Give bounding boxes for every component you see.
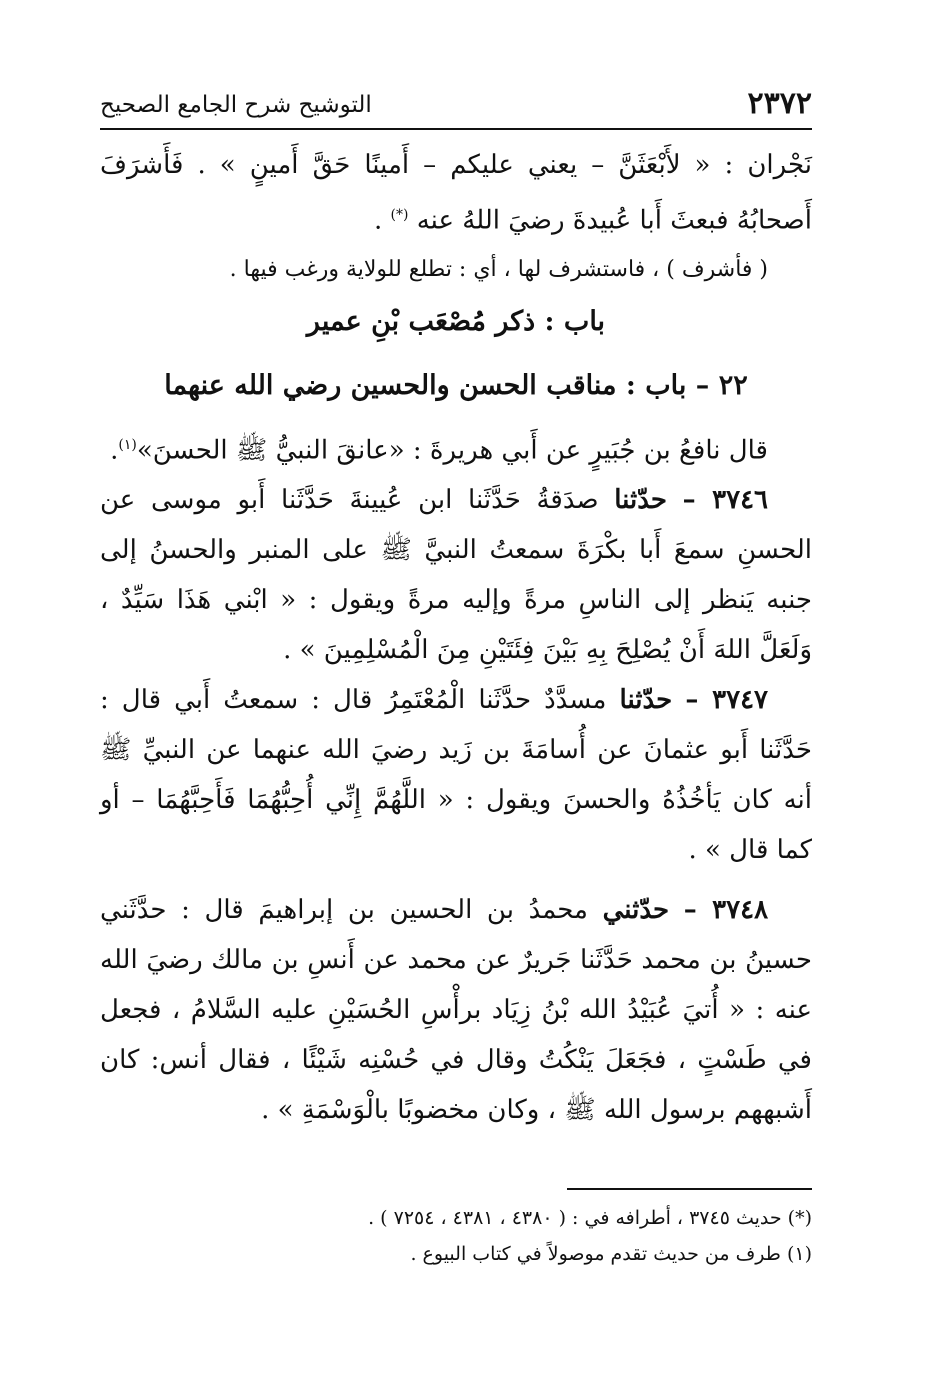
hadith-opening: حدّثنا (619, 685, 673, 716)
hadith-text: صدَقةُ حَدَّثَنا ابن عُيينةَ حَدَّثَنا أَبو موسى عن الحسنِ سمعَ أَبا بكْرَةَ سمعتُ النبيَّ ﷺ على المنبر والحسنُ إلى جنبه يَنظر إلى الناسِ مرةً وإليه مرةً ويقول : « ابْني هَذَا سَيِّدٌ ، وَلَعَلَّ اللهَ أَنْ يُصْلِحَ بِهِ بَيْنَ فِئَتَيْنِ مِنَ الْمُسْلِمِينَ » . (100, 485, 812, 666)
hadith-number: ٣٧٤٨ – (683, 895, 769, 926)
footnotes (100, 1200, 812, 1272)
hadith-number: ٣٧٤٧ – (685, 685, 769, 716)
hadith-3746 (100, 475, 812, 675)
hadith-opening: حدّثني (602, 895, 670, 926)
footnote-rule (567, 1188, 812, 1190)
chapter-heading-hasan-husayn: ٢٢ – باب : مناقب الحسن والحسين رضي الله عنهما (164, 369, 748, 401)
header-rule (100, 128, 812, 130)
running-head (100, 86, 812, 126)
paragraph-nafi: قال نافعُ بن جُبَيرٍ عن أَبي هريرةَ : «عانقَ النبيُّ ﷺ الحسنَ»$^{(١)}$. (110, 435, 768, 466)
commentary-ashrafa: ( فأشرف ) ، فاستشرف لها ، أي : تطلع للولاية ورغب فيها . (229, 256, 768, 282)
footnote-marker-1: (١) (118, 436, 137, 453)
spacer (100, 875, 812, 885)
footnote-marker-star: (*) (390, 207, 409, 223)
book-title: التوشيح شرح الجامع الصحيح (100, 92, 372, 118)
hadith-text: محمدُ بن الحسين بن إبراهيمَ قال : حدَّثَني حسينُ بن محمد حَدَّثَنا جَريرٌ عن محمد عن أَنسِ بن مالك رضيَ الله عنه : « أُتيَ عُبَيْدُ الله بْنُ زِيَاد برأْسِ الحُسَيْنِ عليه السَّلامُ ، فجعل في طَسْتٍ ، فجَعَلَ يَنْكُتُ وقال في حُسْنِه شَيْئًا ، فقال أنس: كان أَشبههم برسول الله ﷺ ، وكان مخضوبًا بالْوَسْمَةِ » . (100, 895, 812, 1126)
hadith-3747 (100, 675, 812, 875)
hadith-text: مسدَّدٌ حدَّثَنا الْمُعْتَمِرُ قال : سمعتُ أَبي قال : حَدَّثَنا أَبو عثمانَ عن أُسامَةَ بن زَيد رضيَ الله عنهما عن النبيِّ ﷺ أنه كان يَأخُذُهُ والحسنَ ويقول : « اللَّهُمَّ إِنِّي أُحِبُّهُمَا فَأَحِبَّهُمَا – أو كما قال » . (100, 685, 812, 866)
main-text (100, 140, 812, 1135)
chapter-heading-musab: باب : ذكر مُصْعَب بْنِ عمير (306, 305, 606, 337)
footnote-star: (*) حديث ٣٧٤٥ ، أطرافه في : ( ٤٣٨٠ ، ٤٣٨١ ، ٧٢٥٤ ) . (368, 1207, 812, 1229)
hadith-number: ٣٧٤٦ – (682, 485, 768, 516)
page-number: ٢٣٧٢ (747, 86, 812, 121)
paragraph-najran: نَجْران : « لأَبْعَثَنَّ – يعني عليكم – أَمينًا حَقَّ أَمينٍ » . فَأَشرَفَ أَصحابُهُ فبعثَ أَبا عُبيدةَ رضيَ اللهُ عنه (*) . (100, 150, 812, 236)
hadith-opening: حدّثنا (614, 485, 667, 516)
book-page (100, 0, 812, 1381)
hadith-3748 (100, 885, 812, 1135)
footnote-1: (١) طرف من حديث تقدم موصولاً في كتاب البيوع . (410, 1243, 812, 1265)
